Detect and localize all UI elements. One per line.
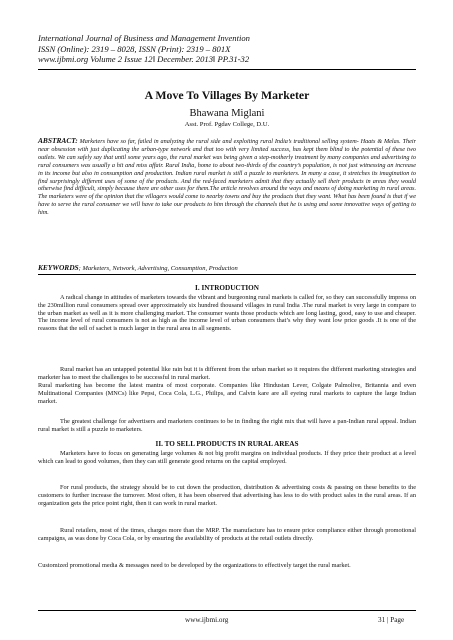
section-heading-sell-products: II. TO SELL PRODUCTS IN RURAL AREAS	[155, 440, 299, 448]
footer-page-number: 31 | Page	[378, 616, 405, 624]
intro-paragraph-4: The greatest challenge for advertisers and marketers continues to be in finding the right mix that will have a pan-Indian rural appeal. Indian rural market is still a puzzle to marketers.	[38, 418, 416, 433]
keywords-label: KEYWORDS	[38, 263, 79, 272]
header-rule	[38, 69, 416, 70]
author-name: Bhawana Miglani	[189, 108, 265, 119]
sell-paragraph-2: For rural products, the strategy should be to cut down the production, distribution & advertising costs & passing on these benefits to the customers to further increase the turnover. Most often, it has been observed that advertising has less to do with product sales in the rural areas. If an organization gets the price point right, then it can work in rural market.	[38, 484, 416, 507]
sell-paragraph-4: Customized promotional media & messages need to be developed by the organizations to effectively target the rural market.	[38, 562, 351, 569]
journal-issn: ISSN (Online): 2319 – 8028, ISSN (Print): 2319 – 801X	[38, 43, 231, 54]
footer-rule	[38, 610, 416, 611]
sell-paragraph-3: Rural retailers, most of the times, charges more than the MRP. The manufacture has to ensure price compliance either through promotional campaigns, as was done by Coca Cola, or by ensuring the availability of products at the retail outlets directly.	[38, 527, 416, 542]
footer-site: www.ijbmi.org	[185, 616, 229, 624]
journal-volume: www.ijbmi.org Volume 2 Issue 12ǁ December. 2013ǁ PP.31-32	[38, 54, 250, 65]
section-heading-introduction: I. INTRODUCTION	[195, 284, 259, 292]
keywords-rule	[38, 274, 416, 275]
journal-name: International Journal of Business and Management Invention	[38, 33, 250, 43]
sell-paragraph-1: Marketers have to focus on generating large volumes & not big profit margins on individual products. If they price their product at a level which can lead to good volumes, then they can still generate good returns on the capital employed.	[38, 450, 416, 465]
journal-header	[38, 33, 418, 65]
intro-paragraph-2: Rural market has an untapped potential like rain but it is different from the urban market so it requires the different marketing strategies and marketer has to meet the challenges to be successful in rural market.	[38, 366, 416, 381]
paper-title: A Move To Villages By Marketer	[144, 88, 310, 102]
author-affiliation: Asst. Prof. Pgdav College, D.U.	[184, 121, 270, 128]
abstract-text: Marketers have so far, failed in analyzing the rural side and exploiting rural India’s traditional selling system- Haats & Melas. Their near obsession with just duplicating the urban-type network and that too with very limited success, has kept them blind to the potential of these two outlets. We can safely say that until some years ago, the rural market was being given a step-motherly treatment by many companies and advertising to rural consumers was usually a hit and miss affair. Rural India, home to about two-thirds of the country’s population, is not just witnessing an increase in its income but also in consumption and production. Indian rural market is still a puzzle to marketers. In many a case, it stretches its imagination to find surprisingly different uses of some of the products. And the red-faced marketers admit that they actually sell their products in areas they would otherwise find difficult, simply because there are other uses for them.The article revolves around the ways and means of doing marketing in rural areas. The marketers were of the opinion that the villagers would come to nearby towns and buy the products that they want. What has been found is that if we have to serve the rural consumer we will have to take our products to him through the channels that he is using and some innovative ways of getting to him.	[38, 138, 416, 217]
intro-paragraph-3: Rural marketing has become the latest mantra of most corporate. Companies like Hindustan Lever, Colgate Palmolive, Britannia and even Multinational Companies (MNCs) like Pepsi, Coca Cola, L.G., Philips, and Calvin kare are all eyeing rural markets to capture the large Indian market.	[38, 382, 416, 405]
abstract-label: ABSTRACT:	[38, 136, 78, 145]
intro-paragraph-1: A radical change in attitudes of marketers towards the vibrant and burgeoning rural markets is called for, so they can successfully impress on the 230million rural consumers spread over approximately six hundred thousand villages in rural India .The rural market is very large in compare to the urban market as well as it is more challenging market. The consumer wants those products which are long lasting, good, easy to use and cheaper. The income level of rural consumers is not as high as the income level of urban consumers that’s why they want low price goods .It is one of the reasons that the sell of sachet is much larger in the rural area in all segments.	[38, 294, 416, 333]
abstract	[38, 137, 416, 217]
keywords-text: ; Marketers, Network, Advertising, Consumption, Production	[78, 265, 238, 272]
keywords	[38, 263, 416, 272]
